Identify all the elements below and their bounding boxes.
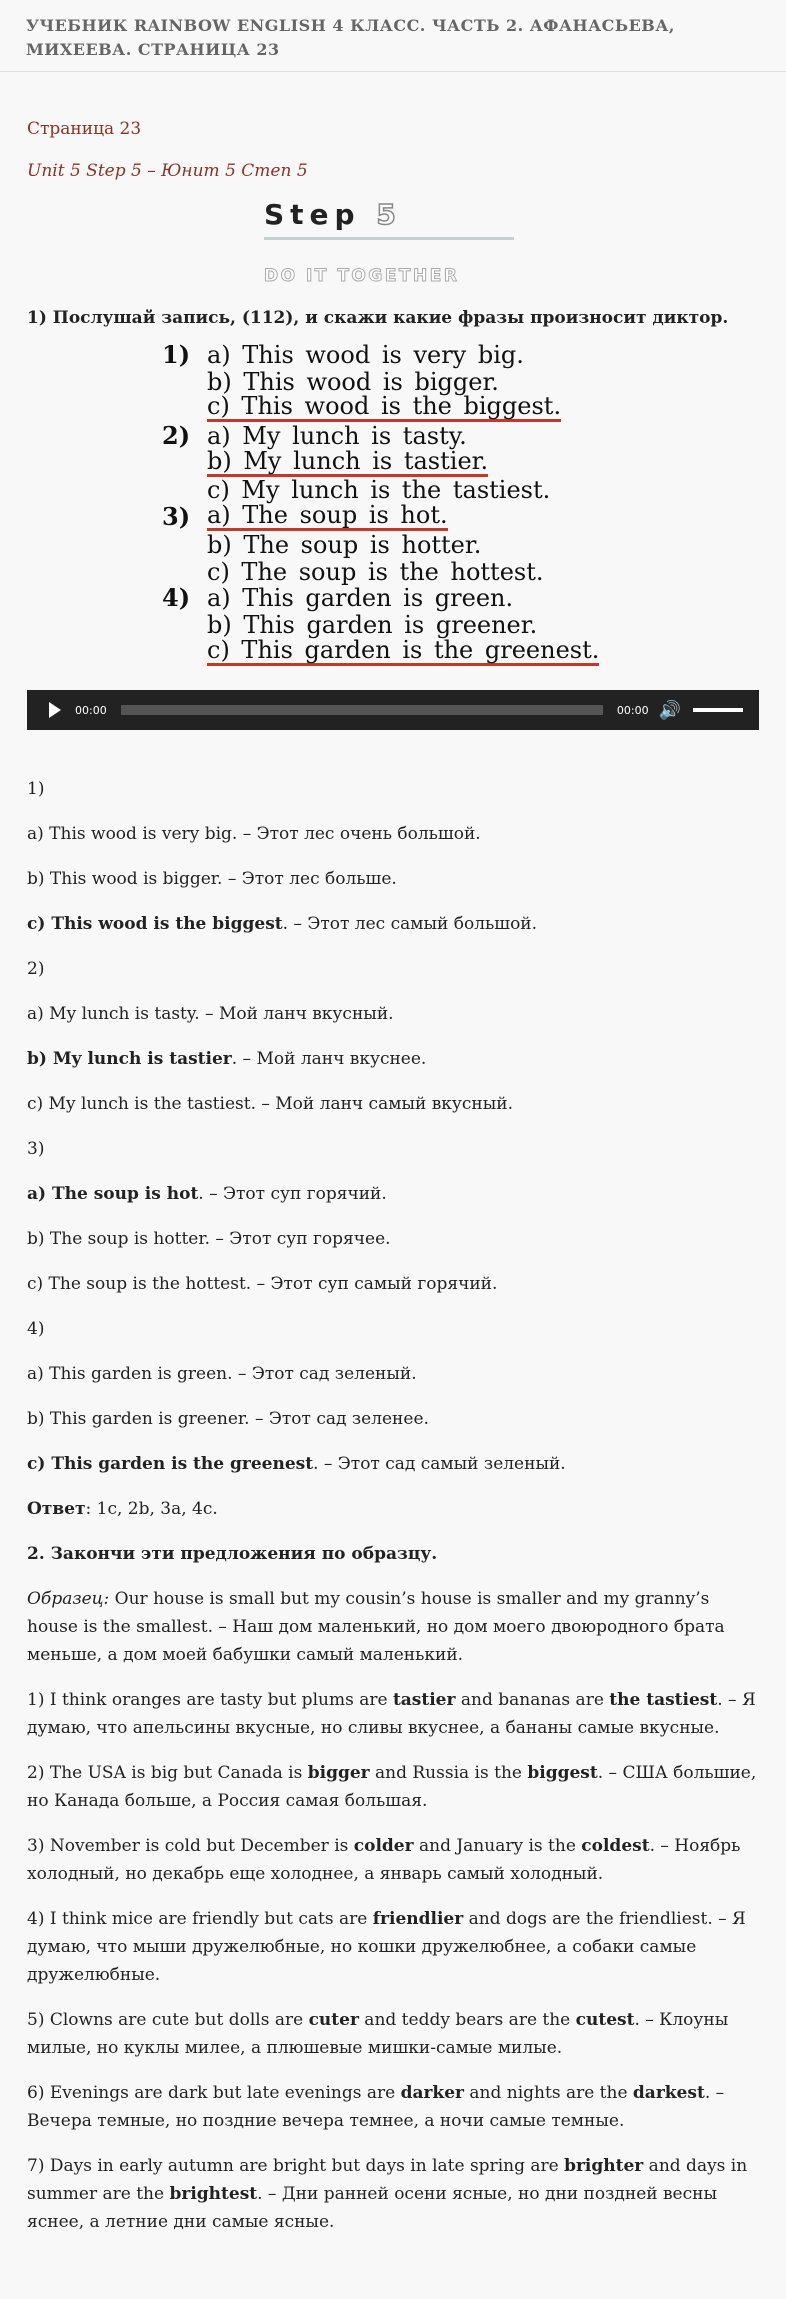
translation-line-answer: b) My lunch is tastier. – Мой ланч вкуснее. bbox=[27, 1049, 427, 1070]
sentence-item: 6) Evenings are dark but late evenings are darker and nights are the darkest. – Вечера темные, но поздние вечера темнее, а ночи самые темные. bbox=[27, 2083, 725, 2132]
audio-player bbox=[27, 690, 759, 730]
translation-line: a) My lunch is tasty. – Мой ланч вкусный. bbox=[27, 1004, 394, 1025]
exercise-group-number: 1) bbox=[162, 340, 191, 369]
article-content bbox=[0, 119, 786, 2236]
progress-slider[interactable] bbox=[121, 705, 603, 715]
task2-title: 2. Закончи эти предложения по образцу. bbox=[27, 1544, 438, 1565]
exercise-group-number: 4) bbox=[162, 583, 191, 613]
exercise-group-number: 3) bbox=[162, 502, 191, 532]
unit-line: Unit 5 Step 5 – Юнит 5 Степ 5 bbox=[27, 161, 308, 181]
exercise-line-underlined: c) This wood is the biggest. bbox=[207, 392, 562, 421]
exercise-line: a) This wood is very big. bbox=[207, 341, 524, 369]
translation-line-answer: c) This garden is the greenest. – Этот сад самый зеленый. bbox=[27, 1454, 566, 1475]
exercise-group bbox=[162, 585, 759, 612]
translation-line: a) This garden is green. – Этот сад зеленый. bbox=[27, 1364, 417, 1385]
page-title: Страница 23 bbox=[27, 119, 142, 139]
exercise-line-underlined: a) The soup is hot. bbox=[207, 501, 448, 530]
exercise-image bbox=[162, 342, 759, 666]
exercise-line: b) This wood is bigger. bbox=[207, 367, 499, 396]
volume-slider[interactable] bbox=[693, 708, 743, 712]
answer-label: Ответ bbox=[27, 1499, 86, 1520]
step-divider bbox=[264, 237, 514, 240]
sentence-item: 3) November is cold but December is colder and January is the coldest. – Ноябрь холодный, но декабрь еще холоднее, а январь самый холодный. bbox=[27, 1836, 741, 1885]
translation-group-number: 3) bbox=[27, 1139, 45, 1160]
translation-group-number: 1) bbox=[27, 779, 45, 800]
step-number: 5 bbox=[376, 198, 402, 231]
article-title: УЧЕБНИК RAINBOW ENGLISH 4 КЛАСС. ЧАСТЬ 2. АФАНАСЬЕВА, МИХЕЕВА. СТРАНИЦА 23 bbox=[26, 16, 675, 59]
play-icon[interactable] bbox=[49, 702, 61, 718]
sample-label: Образец: bbox=[27, 1589, 110, 1610]
exercise-line: a) This garden is green. bbox=[207, 584, 514, 613]
sentence-item: 5) Clowns are cute but dolls are cuter and teddy bears are the cutest. – Клоуны милые, но куклы милее, а плюшевые мишки-самые милые. bbox=[27, 2010, 729, 2059]
translation-line-answer: c) This wood is the biggest. – Этот лес самый большой. bbox=[27, 914, 538, 935]
step-title bbox=[264, 195, 514, 235]
sentence-item: 1) I think oranges are tasty but plums are tastier and bananas are the tastiest. – Я думаю, что апельсины вкусные, но сливы вкуснее, а бананы самые вкусные. bbox=[27, 1690, 756, 1739]
exercise-line: b) The soup is hotter. bbox=[207, 530, 482, 559]
answer-text: : 1c, 2b, 3a, 4c. bbox=[85, 1499, 218, 1520]
sentence-item: 2) The USA is big but Canada is bigger and Russia is the biggest. – США большие, но Канада больше, а Россия самая большая. bbox=[27, 1763, 757, 1812]
answer-line bbox=[27, 1495, 759, 1523]
translation-line-answer: a) The soup is hot. – Этот суп горячий. bbox=[27, 1184, 387, 1205]
step-subtitle: DO IT TOGETHER bbox=[264, 266, 460, 286]
translation-line: c) My lunch is the tastiest. – Мой ланч самый вкусный. bbox=[27, 1094, 514, 1115]
exercise-group bbox=[162, 501, 759, 532]
volume-icon[interactable]: 🔊 bbox=[658, 699, 681, 721]
exercise-line: c) The soup is the hottest. bbox=[207, 557, 544, 586]
translation-line: a) This wood is very big. – Этот лес очень большой. bbox=[27, 824, 481, 845]
translation-group-number: 4) bbox=[27, 1319, 45, 1340]
step-word: Step bbox=[264, 198, 361, 231]
exercise-group-number: 2) bbox=[162, 421, 191, 451]
translation-line: c) The soup is the hottest. – Этот суп самый горячий. bbox=[27, 1274, 498, 1295]
exercise-group bbox=[162, 342, 759, 369]
translation-group-number: 2) bbox=[27, 959, 45, 980]
sentence-item: 4) I think mice are friendly but cats are friendlier and dogs are the friendliest. – Я думаю, что мыши дружелюбные, но кошки дружелюбнее, а собаки самые дружелюбные. bbox=[27, 1909, 746, 1986]
step-heading-image bbox=[264, 195, 514, 286]
translation-line: b) This garden is greener. – Этот сад зеленее. bbox=[27, 1409, 429, 1430]
site-header bbox=[0, 0, 786, 72]
exercise-line-underlined: c) This garden is the greenest. bbox=[207, 635, 600, 664]
current-time: 00:00 bbox=[75, 703, 107, 717]
exercise-line: a) My lunch is tasty. bbox=[207, 422, 467, 451]
sample-text: Our house is small but my cousin’s house is smaller and my granny’s house is the smallest. – Наш дом маленький, но дом моего двоюродного брата меньше, а дом моей бабушки самый маленький. bbox=[27, 1589, 725, 1666]
task1-title: 1) Послушай запись, (112), и скажи какие фразы произносит диктор. bbox=[27, 308, 729, 328]
sample-paragraph bbox=[27, 1585, 759, 1669]
exercise-group bbox=[162, 423, 759, 450]
duration: 00:00 bbox=[616, 703, 649, 717]
exercise-line: c) My lunch is the tastiest. bbox=[207, 476, 551, 505]
translation-line: b) This wood is bigger. – Этот лес больше. bbox=[27, 869, 397, 890]
translation-line: b) The soup is hotter. – Этот суп горячее. bbox=[27, 1229, 391, 1250]
sentence-item: 7) Days in early autumn are bright but days in late spring are brighter and days in summer are the brightest. – Дни ранней осени ясные, но дни поздней весны яснее, а летние дни самые ясные. bbox=[27, 2156, 748, 2233]
exercise-line-underlined: b) My lunch is tastier. bbox=[207, 446, 489, 475]
exercise-line: b) This garden is greener. bbox=[207, 610, 538, 639]
